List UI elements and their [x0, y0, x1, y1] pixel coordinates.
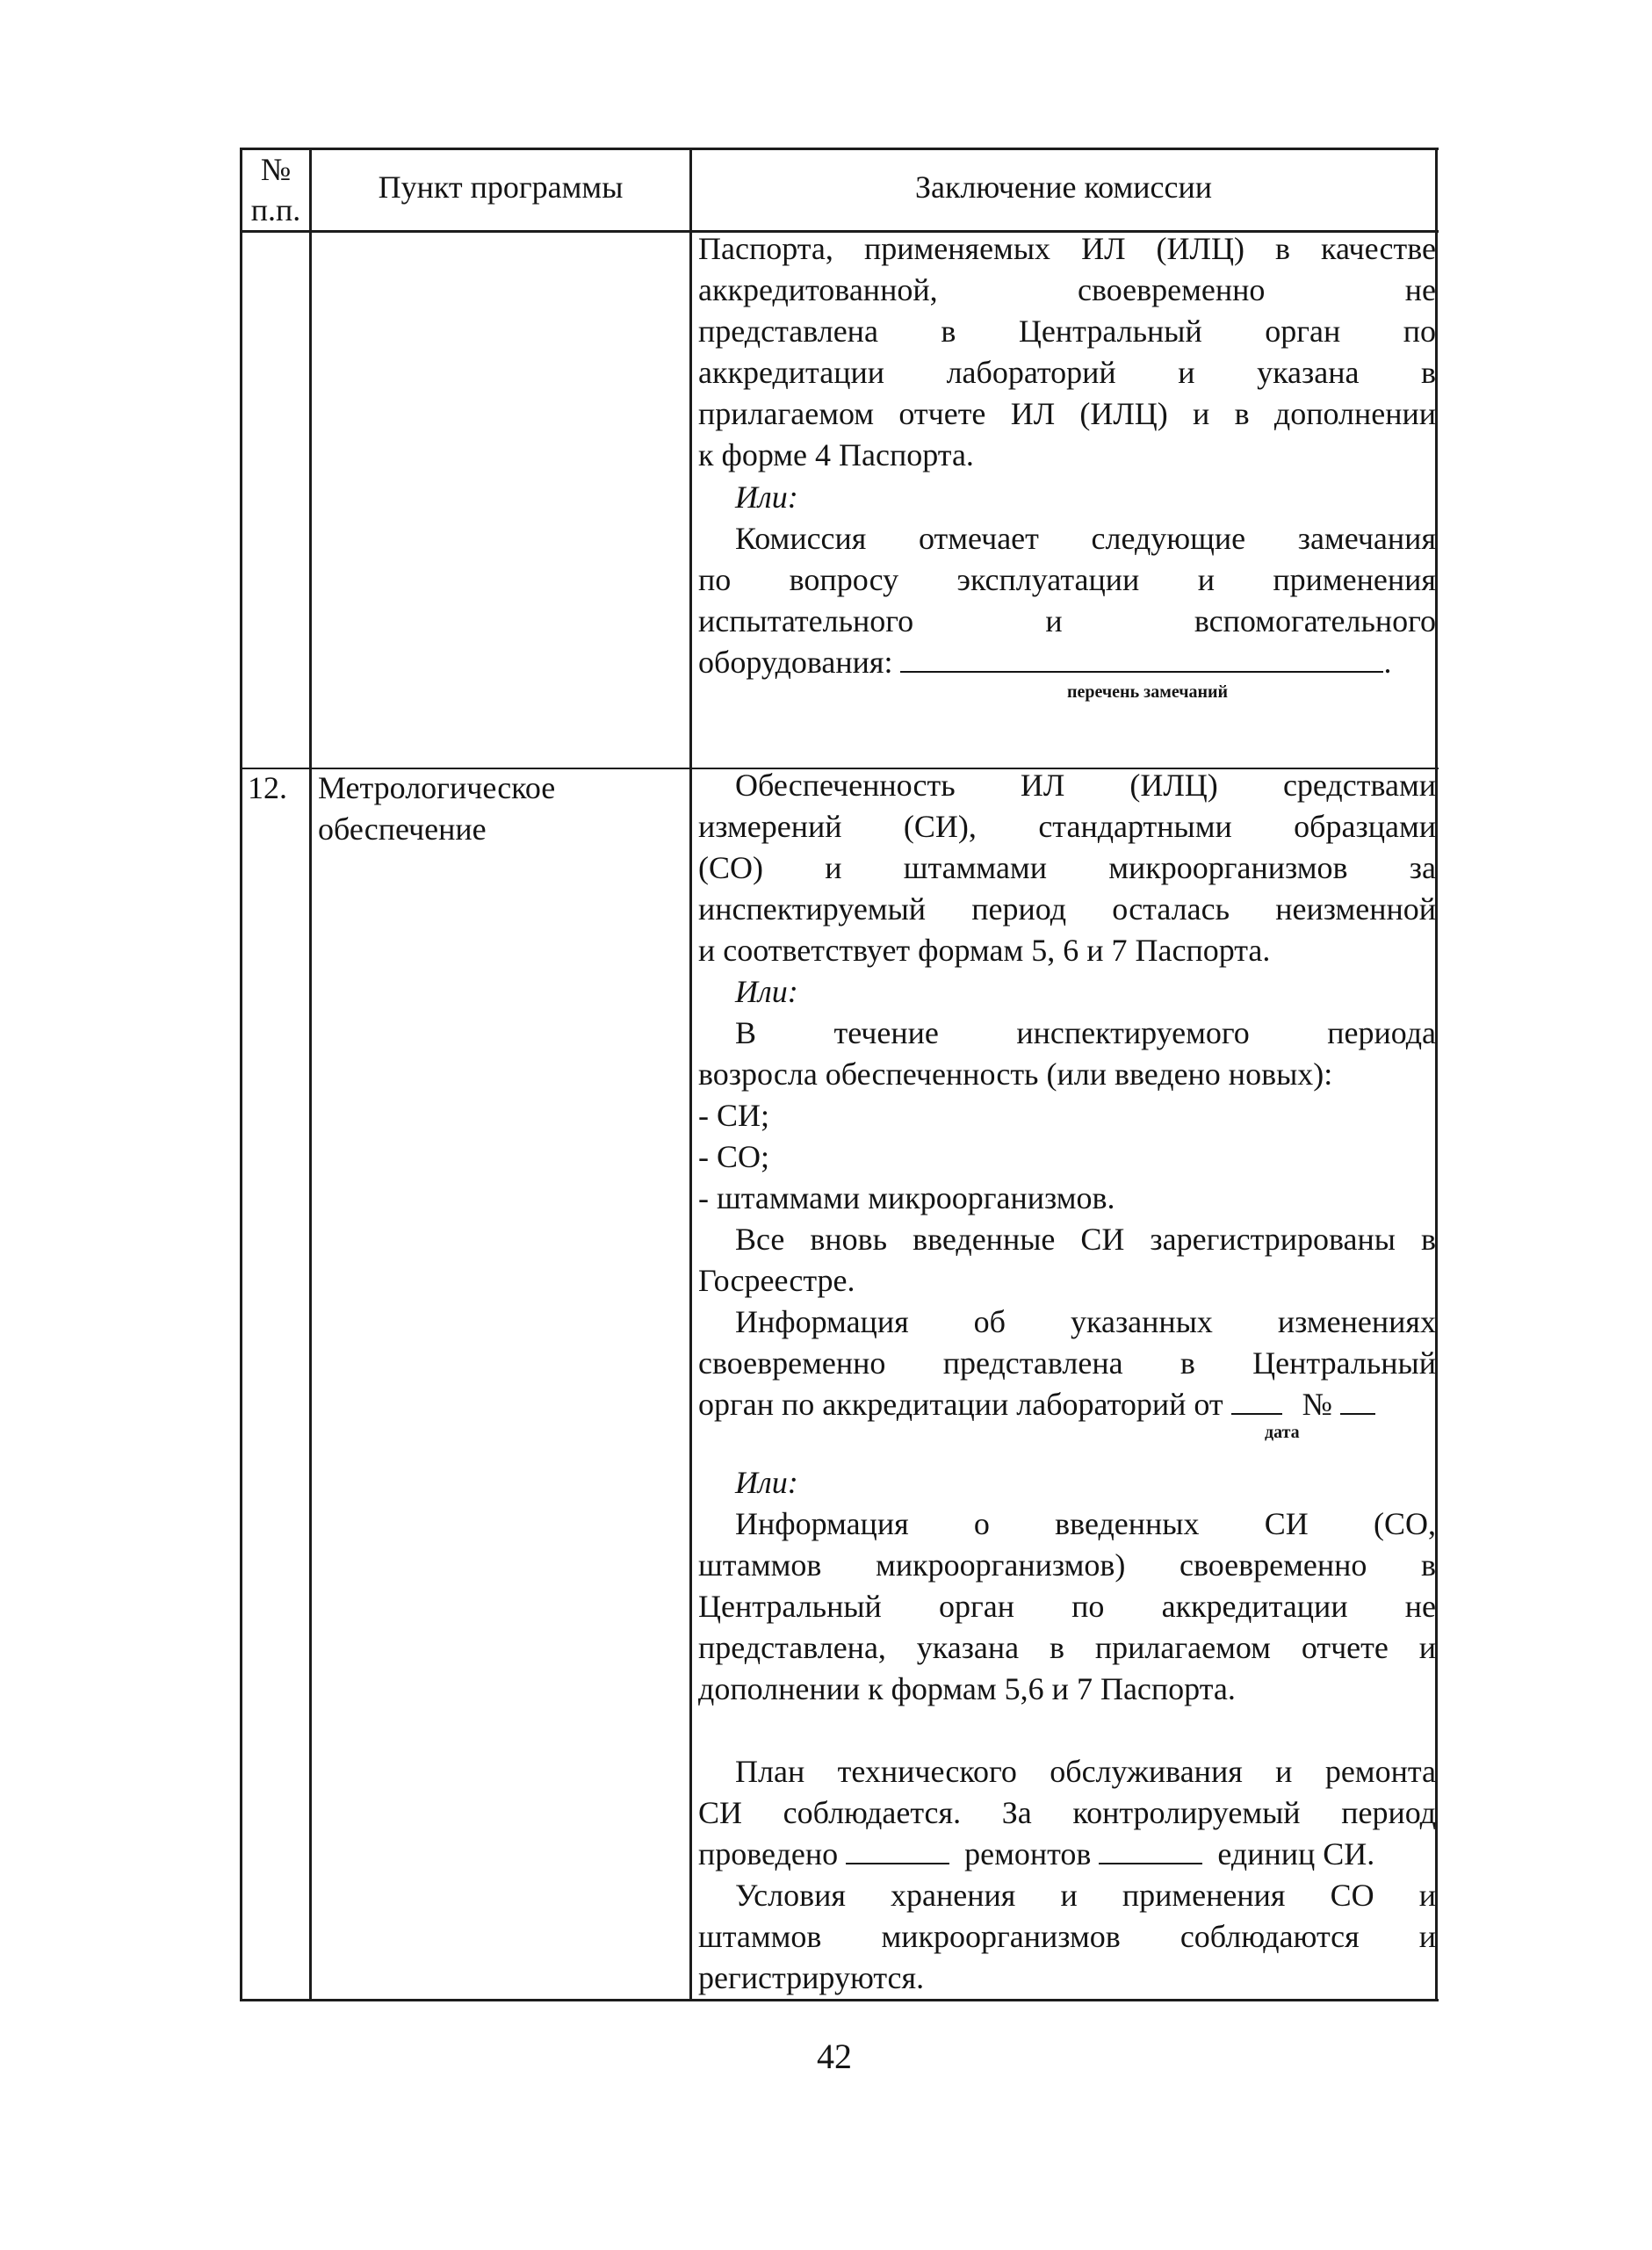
row12-line: штаммов микроорганизмов соблюдаются и [698, 1919, 1436, 1954]
row11-line: Паспорта, применяемых ИЛ (ИЛЦ) в качестве [698, 231, 1436, 266]
units-label: единиц СИ. [1217, 1836, 1375, 1871]
row12-line: План технического обслуживания и ремонта [735, 1754, 1436, 1789]
units-count-blank [1099, 1836, 1202, 1864]
row12-line: представлена, указана в прилагаемом отчете и [698, 1630, 1436, 1665]
row12-line: (СО) и штаммами микроорганизмов за [698, 850, 1436, 885]
row12-list-item: - СО; [698, 1139, 769, 1174]
row12-line: возросла обеспеченность (или введено новых): [698, 1056, 1333, 1092]
row11-line: Комиссия отмечает следующие замечания [735, 521, 1436, 556]
row11-line: аккредитации лабораторий и указана в [698, 355, 1436, 390]
column-divider-1 [309, 148, 312, 2001]
row12-line: В течение инспектируемого периода [735, 1015, 1436, 1050]
row12-line: дополнении к формам 5,6 и 7 Паспорта. [698, 1671, 1236, 1706]
row12-line: штаммов микроорганизмов) своевременно в [698, 1547, 1436, 1583]
row11-line: испытательного и вспомогательного [698, 603, 1436, 638]
equipment-period: . [1383, 645, 1392, 680]
column-divider-2 [689, 148, 692, 2001]
row12-line: своевременно представлена в Центральный [698, 1345, 1436, 1381]
row12-number: 12. [248, 770, 287, 805]
row12-item-line2: обеспечение [318, 811, 487, 847]
row12-line: Центральный орган по аккредитации не [698, 1589, 1436, 1624]
date-blank [1231, 1387, 1282, 1415]
row11-line: прилагаемом отчете ИЛ (ИЛЦ) и в дополнении [698, 396, 1436, 431]
header-program-item: Пункт программы [378, 169, 624, 205]
row12-item-line1: Метрологическое [318, 770, 556, 805]
header-commission-conclusion: Заключение комиссии [914, 169, 1213, 205]
row12-list-item: - СИ; [698, 1098, 769, 1133]
row12-line: Условия хранения и применения СО и [735, 1878, 1436, 1913]
repairs-word: проведено [698, 1836, 839, 1871]
row11-line: к форме 4 Паспорта. [698, 437, 974, 472]
row11-ili-label: Или: [735, 480, 798, 515]
row12-line: СИ соблюдается. За контролируемый период [698, 1795, 1436, 1830]
row12-date-line [698, 1386, 1436, 1428]
page-number: 42 [817, 2037, 852, 2076]
table-border-left [240, 148, 242, 2001]
row12-repairs-line [698, 1835, 1436, 1878]
row12-line: Все вновь введенные СИ зарегистрированы в [735, 1222, 1436, 1257]
row12-list-item: - штаммами микроорганизмов. [698, 1180, 1115, 1215]
row12-line: Обеспеченность ИЛ (ИЛЦ) средствами [735, 768, 1436, 803]
row11-line: аккредитованной, своевременно не [698, 272, 1436, 307]
row12-line: Информация о введенных СИ (СО, [735, 1506, 1436, 1541]
number-sign: № [1302, 1387, 1332, 1422]
row12-ili-label: Или: [735, 1465, 798, 1500]
repairs-count-blank [846, 1836, 949, 1864]
header-number-symbol: № [260, 152, 292, 187]
repairs-label: ремонтов [964, 1836, 1092, 1871]
table-border-top [240, 148, 1439, 150]
remarks-caption: перечень замечаний [1067, 682, 1229, 702]
row12-ili-label: Или: [735, 974, 798, 1009]
header-number-abbrev: п.п. [250, 192, 301, 227]
row12-line: Госреестре. [698, 1263, 855, 1298]
row11-line: по вопросу эксплуатации и применения [698, 562, 1436, 597]
row12-line: регистрируются. [698, 1960, 925, 1995]
date-line-prefix: орган по аккредитации лабораторий от [698, 1387, 1223, 1422]
equipment-label: оборудования: [698, 645, 893, 680]
row12-line: и соответствует формам 5, 6 и 7 Паспорта. [698, 933, 1271, 968]
number-blank [1340, 1387, 1375, 1415]
remarks-blank [900, 645, 1383, 673]
date-caption: дата [1265, 1423, 1300, 1442]
row12-line: инспектируемый период осталась неизменной [698, 891, 1436, 927]
row12-line: Информация об указанных изменениях [735, 1304, 1436, 1339]
row11-line: представлена в Центральный орган по [698, 314, 1436, 349]
row11-equipment-line [698, 644, 1436, 686]
row12-line: измерений (СИ), стандартными образцами [698, 809, 1436, 844]
